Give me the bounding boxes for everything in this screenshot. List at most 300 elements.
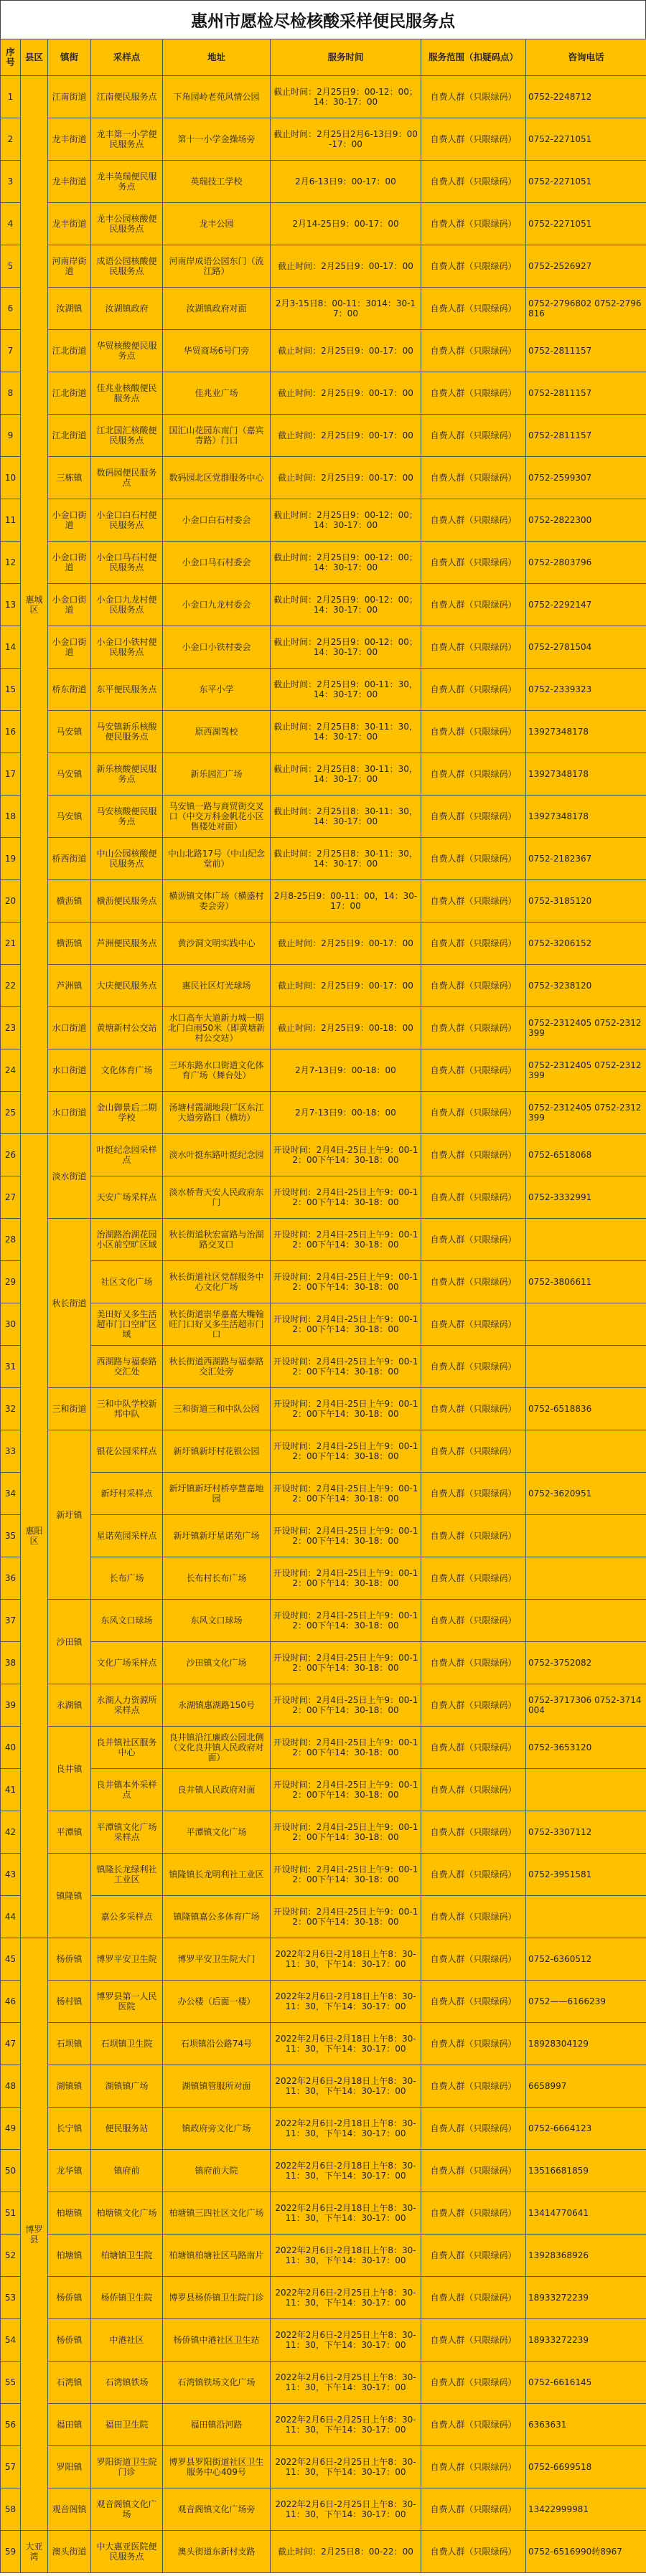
table-row xyxy=(1,1684,646,1727)
time-cell: 截止时间：2月25日9：00-17：00 xyxy=(271,457,421,499)
address-cell: 下角园岭老苑风情公园 xyxy=(163,76,271,118)
scope-cell: 自费人群（只限绿码） xyxy=(421,2150,526,2192)
site-cell: 叶挺纪念园采样点 xyxy=(91,1134,163,1176)
row-number: 8 xyxy=(1,372,21,415)
scope-cell: 自费人群（只限绿码） xyxy=(421,753,526,796)
scope-cell: 自费人群（只限绿码） xyxy=(421,542,526,584)
phone-cell: 0752-2271051 xyxy=(526,118,646,161)
table-row xyxy=(1,118,646,161)
address-cell: 镇隆镇长龙明利社工业区 xyxy=(163,1854,271,1896)
table-row xyxy=(1,499,646,542)
phone-cell xyxy=(526,1769,646,1811)
address-cell: 三环东路水口街道文化体育广场（舞台处） xyxy=(163,1049,271,1092)
site-cell: 中港社区 xyxy=(91,2319,163,2362)
address-cell: 石坝镇沿公路74号 xyxy=(163,2023,271,2065)
address-cell: 河南岸成语公园东门（流江路） xyxy=(163,245,271,288)
phone-cell: 0752-2339323 xyxy=(526,669,646,711)
site-cell: 芦洲便民服务点 xyxy=(91,923,163,965)
phone-cell: 0752-2822300 xyxy=(526,499,646,542)
town-cell: 新圩镇 xyxy=(48,1430,91,1600)
town-cell: 桥东街道 xyxy=(48,669,91,711)
phone-cell: 0752-2796802 0752-2796816 xyxy=(526,288,646,330)
address-cell: 小金口白石村委会 xyxy=(163,499,271,542)
row-number: 18 xyxy=(1,796,21,838)
phone-cell xyxy=(526,1303,646,1346)
phone-cell: 0752-6699518 xyxy=(526,2446,646,2488)
address-cell: 秋长街道秋宏富路与治湖路交叉口 xyxy=(163,1219,271,1261)
site-cell: 小金口小铁村便民服务点 xyxy=(91,626,163,669)
town-cell: 柏塘镇 xyxy=(48,2192,91,2235)
site-cell: 中山公园核酸便民服务点 xyxy=(91,838,163,880)
time-cell: 截止时间：2月25日8：30-11：30，14：30-17：00 xyxy=(271,753,421,796)
time-cell: 开设时间：2月4日-25日上午9：00-12：00下午14：30-18：00 xyxy=(271,1176,421,1219)
time-cell: 开设时间：2月4日-25日上午9：00-12：00下午14：30-18：00 xyxy=(271,1642,421,1684)
row-number: 41 xyxy=(1,1769,21,1811)
phone-cell: 0752-2526927 xyxy=(526,245,646,288)
time-cell: 截止时间：2月25日9：00-12：00；14：30-17：00 xyxy=(271,584,421,626)
phone-cell: 13414770641 xyxy=(526,2192,646,2235)
time-cell: 2月8-25日9：00-11：00，14：30-17：00 xyxy=(271,880,421,923)
row-number: 16 xyxy=(1,711,21,753)
table-row xyxy=(1,1557,646,1600)
scope-cell: 自费人群（只限绿码） xyxy=(421,1896,526,1938)
phone-cell: 0752-2811157 xyxy=(526,372,646,415)
row-number: 42 xyxy=(1,1811,21,1854)
site-cell: 马安核酸便民服务点 xyxy=(91,796,163,838)
town-cell: 河南岸街道 xyxy=(48,245,91,288)
town-cell: 石坝镇 xyxy=(48,2023,91,2065)
phone-cell: 0752-2271051 xyxy=(526,161,646,203)
phone-cell: 18933272239 xyxy=(526,2277,646,2319)
row-number: 43 xyxy=(1,1854,21,1896)
town-cell: 江北街道 xyxy=(48,330,91,372)
town-cell: 江北街道 xyxy=(48,372,91,415)
town-cell: 水口街道 xyxy=(48,1007,91,1049)
table-row xyxy=(1,161,646,203)
row-number: 12 xyxy=(1,542,21,584)
time-cell: 截止时间：2月25日9：00-17：00 xyxy=(271,372,421,415)
address-cell: 镇政府旁文化广场 xyxy=(163,2108,271,2150)
time-cell: 开设时间：2月4日-25日上午9：00-12：00下午14：30-18：00 xyxy=(271,1854,421,1896)
site-cell: 龙丰公园核酸便民服务点 xyxy=(91,203,163,245)
time-cell: 2022年2月6日-2月25日上午8：30-11：30，下午14：30-17：00 xyxy=(271,2446,421,2488)
row-number: 35 xyxy=(1,1515,21,1557)
address-cell: 观音阁镇文化广场旁 xyxy=(163,2488,271,2531)
table-row xyxy=(1,372,646,415)
town-cell: 杨侨镇 xyxy=(48,2319,91,2362)
table-row xyxy=(1,1346,646,1388)
address-cell: 第十一小学金操场旁 xyxy=(163,118,271,161)
address-cell: 良井镇人民政府对面 xyxy=(163,1769,271,1811)
scope-cell: 自费人群（只限绿码） xyxy=(421,880,526,923)
scope-cell: 自费人群（只限绿码） xyxy=(421,2531,526,2573)
scope-cell: 自费人群（只限绿码） xyxy=(421,1854,526,1896)
time-cell: 2022年2月6日-2月25日上午8：30-11：30，下午14：30-17：00 xyxy=(271,2362,421,2404)
time-cell: 2022年2月6日-2月18日上午8：30-11：30，下午14：30-17：00 xyxy=(271,2108,421,2150)
row-number: 40 xyxy=(1,1727,21,1769)
scope-cell: 自费人群（只限绿码） xyxy=(421,584,526,626)
phone-cell: 0752-3332991 xyxy=(526,1176,646,1219)
time-cell: 2022年2月6日-2月18日上午8：30-11：30，下午14：30-17：00 xyxy=(271,2192,421,2235)
time-cell: 截止时间：2月25日8：30-11：30，14：30-17：00 xyxy=(271,796,421,838)
scope-cell: 自费人群（只限绿码） xyxy=(421,1007,526,1049)
phone-cell: 0752-3620951 xyxy=(526,1473,646,1515)
scope-cell: 自费人群（只限绿码） xyxy=(421,118,526,161)
site-cell: 石坝镇卫生院 xyxy=(91,2023,163,2065)
phone-cell: 0752-3185120 xyxy=(526,880,646,923)
site-cell: 金山御景后二期学校 xyxy=(91,1092,163,1134)
row-number: 4 xyxy=(1,203,21,245)
site-cell: 三和中队学校新邦中队 xyxy=(91,1388,163,1430)
site-cell: 罗阳街道卫生院门诊 xyxy=(91,2446,163,2488)
scope-cell: 自费人群（只限绿码） xyxy=(421,1176,526,1219)
phone-cell: 13927348178 xyxy=(526,753,646,796)
row-number: 6 xyxy=(1,288,21,330)
table-row xyxy=(1,965,646,1007)
town-cell: 湖镇镇 xyxy=(48,2065,91,2108)
time-cell: 开设时间：2月4日-25日上午9：00-12：00下午14：30-18：00 xyxy=(271,1303,421,1346)
site-cell: 银花公园采样点 xyxy=(91,1430,163,1473)
row-number: 47 xyxy=(1,2023,21,2065)
table-row xyxy=(1,1176,646,1219)
scope-cell: 自费人群（只限绿码） xyxy=(421,2065,526,2108)
scope-cell: 自费人群（只限绿码） xyxy=(421,1769,526,1811)
address-cell: 石湾镇铁场文化广场 xyxy=(163,2362,271,2404)
phone-cell: 0752-2182367 xyxy=(526,838,646,880)
row-number: 50 xyxy=(1,2150,21,2192)
address-cell: 湖镇镇管服所对面 xyxy=(163,2065,271,2108)
scope-cell: 自费人群（只限绿码） xyxy=(421,457,526,499)
scope-cell: 自费人群（只限绿码） xyxy=(421,1642,526,1684)
row-number: 23 xyxy=(1,1007,21,1049)
phone-cell: 18933272239 xyxy=(526,2319,646,2362)
phone-cell: 0752-2781504 xyxy=(526,626,646,669)
table-row xyxy=(1,76,646,118)
table-row xyxy=(1,2023,646,2065)
table-row xyxy=(1,880,646,923)
phone-cell: 18928304129 xyxy=(526,2023,646,2065)
address-cell: 黄沙洞文明实践中心 xyxy=(163,923,271,965)
address-cell: 小金口马石村委会 xyxy=(163,542,271,584)
town-cell: 沙田镇 xyxy=(48,1600,91,1684)
town-cell: 秋长街道 xyxy=(48,1219,91,1388)
site-cell: 小金口白石村便民服务点 xyxy=(91,499,163,542)
site-cell: 江北国汇核酸便民服务点 xyxy=(91,415,163,457)
row-number: 17 xyxy=(1,753,21,796)
table-row xyxy=(1,2065,646,2108)
scope-cell: 自费人群（只限绿码） xyxy=(421,76,526,118)
phone-cell: 6363631 xyxy=(526,2404,646,2446)
scope-cell: 自费人群（只限绿码） xyxy=(421,203,526,245)
scope-cell: 自费人群（只限绿码） xyxy=(421,2235,526,2277)
table-row xyxy=(1,669,646,711)
row-number: 1 xyxy=(1,76,21,118)
row-number: 36 xyxy=(1,1557,21,1600)
site-cell: 石湾镇铁场 xyxy=(91,2362,163,2404)
table-row xyxy=(1,2235,646,2277)
table-row xyxy=(1,626,646,669)
table-row xyxy=(1,923,646,965)
phone-cell: 0752-2811157 xyxy=(526,415,646,457)
phone-cell: 13927348178 xyxy=(526,796,646,838)
table-row xyxy=(1,1600,646,1642)
table-row xyxy=(1,457,646,499)
row-number: 34 xyxy=(1,1473,21,1515)
scope-cell: 自费人群（只限绿码） xyxy=(421,1049,526,1092)
address-cell: 柏塘镇三四社区文化广场 xyxy=(163,2192,271,2235)
table-row xyxy=(1,2150,646,2192)
row-number: 31 xyxy=(1,1346,21,1388)
phone-cell: 0752-3653120 xyxy=(526,1727,646,1769)
site-cell: 江南便民服务点 xyxy=(91,76,163,118)
row-number: 24 xyxy=(1,1049,21,1092)
town-cell: 龙华镇 xyxy=(48,2150,91,2192)
scope-cell: 自费人群（只限绿码） xyxy=(421,2319,526,2362)
address-cell: 横沥镇文体广场（横盛村委会旁） xyxy=(163,880,271,923)
row-number: 5 xyxy=(1,245,21,288)
address-cell: 东平小学 xyxy=(163,669,271,711)
scope-cell: 自费人群（只限绿码） xyxy=(421,1473,526,1515)
table-row xyxy=(1,1473,646,1515)
town-cell: 柏塘镇 xyxy=(48,2235,91,2277)
row-number: 19 xyxy=(1,838,21,880)
table-row xyxy=(1,288,646,330)
row-number: 13 xyxy=(1,584,21,626)
time-cell: 开设时间：2月4日-25日上午9：00-12：00下午14：30-18：00 xyxy=(271,1388,421,1430)
time-cell: 2022年2月6日-2月25日上午8：30-11：30，下午14：30-17：00 xyxy=(271,2319,421,2362)
town-cell: 龙丰街道 xyxy=(48,203,91,245)
row-number: 25 xyxy=(1,1092,21,1134)
table-row xyxy=(1,1854,646,1896)
site-cell: 平潭镇文化广场采样点 xyxy=(91,1811,163,1854)
table-row xyxy=(1,1430,646,1473)
site-cell: 永湖人力资源所采样点 xyxy=(91,1684,163,1727)
table-row xyxy=(1,1134,646,1176)
table-row xyxy=(1,1092,646,1134)
scope-cell: 自费人群（只限绿码） xyxy=(421,1981,526,2023)
row-number: 11 xyxy=(1,499,21,542)
scope-cell: 自费人群（只限绿码） xyxy=(421,1727,526,1769)
table-row xyxy=(1,838,646,880)
time-cell: 2022年2月6日-2月18日上午8：30-11：30，下午14：30-17：00 xyxy=(271,2023,421,2065)
row-number: 33 xyxy=(1,1430,21,1473)
time-cell: 2022年2月6日-2月25日上午8：30-11：30，下午14：30-17：00 xyxy=(271,2277,421,2319)
site-cell: 湖镇镇广场 xyxy=(91,2065,163,2108)
row-number: 7 xyxy=(1,330,21,372)
row-number: 39 xyxy=(1,1684,21,1727)
time-cell: 截止时间：2月25日8：30-11：30，14：30-17：00 xyxy=(271,711,421,753)
table-row xyxy=(1,2319,646,2362)
row-number: 29 xyxy=(1,1261,21,1303)
time-cell: 截止时间：2月25日2月6-13日9：00-17：00 xyxy=(271,118,421,161)
phone-cell: 0752-6518068 xyxy=(526,1134,646,1176)
address-cell: 马安镇一路与商贸街交叉口（中交万科金帆花小区售楼处对面） xyxy=(163,796,271,838)
time-cell: 2月14-25日9：00-17：00 xyxy=(271,203,421,245)
phone-cell: 0752-2248712 xyxy=(526,76,646,118)
site-cell: 福田卫生院 xyxy=(91,2404,163,2446)
time-cell: 2月6-13日9：00-17：00 xyxy=(271,161,421,203)
town-cell: 良井镇 xyxy=(48,1727,91,1811)
town-cell: 观音阁镇 xyxy=(48,2488,91,2531)
address-cell: 汤塘村霞湖地段厂区东江大道旁路口（横坊） xyxy=(163,1092,271,1134)
table-row xyxy=(1,330,646,372)
scope-cell: 自费人群（只限绿码） xyxy=(421,796,526,838)
time-cell: 开设时间：2月4日-25日上午9：00-12：00下午14：30-18：00 xyxy=(271,1600,421,1642)
scope-cell: 自费人群（只限绿码） xyxy=(421,1134,526,1176)
time-cell: 截止时间：2月25日9：00-18：00 xyxy=(271,1007,421,1049)
row-number: 48 xyxy=(1,2065,21,2108)
address-cell: 澳头街道东新村支路 xyxy=(163,2531,271,2573)
time-cell: 2022年2月6日-2月18日上午8：30-11：30，下午14：30-17：00 xyxy=(271,1938,421,1981)
phone-cell: 0752-2803796 xyxy=(526,542,646,584)
header-town: 镇街 xyxy=(48,39,91,76)
table-row xyxy=(1,203,646,245)
row-number: 14 xyxy=(1,626,21,669)
address-cell: 佳兆业广场 xyxy=(163,372,271,415)
scope-cell: 自费人群（只限绿码） xyxy=(421,1811,526,1854)
time-cell: 截止时间：2月25日9：00-12：00；14：30-17：00 xyxy=(271,499,421,542)
row-number: 51 xyxy=(1,2192,21,2235)
phone-cell: 0752-3717306 0752-3714004 xyxy=(526,1684,646,1727)
site-cell: 新乐核酸便民服务点 xyxy=(91,753,163,796)
town-cell: 三栋镇 xyxy=(48,457,91,499)
phone-cell: 0752-6516990转8967 xyxy=(526,2531,646,2573)
town-cell: 三和街道 xyxy=(48,1388,91,1430)
row-number: 10 xyxy=(1,457,21,499)
table-row xyxy=(1,1938,646,1981)
time-cell: 截止时间：2月25日9：00-17：00 xyxy=(271,330,421,372)
site-cell: 东平便民服务点 xyxy=(91,669,163,711)
phone-cell xyxy=(526,1515,646,1557)
table-header-row xyxy=(1,39,646,76)
row-number: 22 xyxy=(1,965,21,1007)
table-row xyxy=(1,1981,646,2023)
time-cell: 2022年2月6日-2月18日上午8：30-11：30，下午14：30-17：00 xyxy=(271,2235,421,2277)
address-cell: 国汇山花园东南门（嘉宾青路）门口 xyxy=(163,415,271,457)
address-cell: 平潭镇文化广场 xyxy=(163,1811,271,1854)
table-row xyxy=(1,1896,646,1938)
scope-cell: 自费人群（只限绿码） xyxy=(421,2446,526,2488)
row-number: 28 xyxy=(1,1219,21,1261)
scope-cell: 自费人群（只限绿码） xyxy=(421,2404,526,2446)
phone-cell: 13516681859 xyxy=(526,2150,646,2192)
time-cell: 开设时间：2月4日-25日上午9：00-12：00下午14：30-18：00 xyxy=(271,1811,421,1854)
scope-cell: 自费人群（只限绿码） xyxy=(421,1261,526,1303)
scope-cell: 自费人群（只限绿码） xyxy=(421,372,526,415)
phone-cell: 0752-3307112 xyxy=(526,1811,646,1854)
address-cell: 原西湖驾校 xyxy=(163,711,271,753)
scope-cell: 自费人群（只限绿码） xyxy=(421,1684,526,1727)
scope-cell: 自费人群（只限绿码） xyxy=(421,1219,526,1261)
district-cell: 惠阳区 xyxy=(21,1134,48,1938)
address-cell: 沙田镇文化广场 xyxy=(163,1642,271,1684)
time-cell: 2月3-15日8：00-11：3014：30-17：00 xyxy=(271,288,421,330)
address-cell: 水口高车大道新力城一期北门白雨50米（即黄塘新村公交站） xyxy=(163,1007,271,1049)
phone-cell: 0752-3238120 xyxy=(526,965,646,1007)
row-number: 27 xyxy=(1,1176,21,1219)
row-number: 20 xyxy=(1,880,21,923)
address-cell: 新圩镇新圩星诺苑广场 xyxy=(163,1515,271,1557)
time-cell: 开设时间：2月4日-25日上午9：00-12：00下午14：30-18：00 xyxy=(271,1896,421,1938)
site-cell: 小金口九龙村便民服务点 xyxy=(91,584,163,626)
header-time: 服务时间 xyxy=(271,39,421,76)
scope-cell: 自费人群（只限绿码） xyxy=(421,2108,526,2150)
row-number: 49 xyxy=(1,2108,21,2150)
site-cell: 柏塘镇卫生院 xyxy=(91,2235,163,2277)
address-cell: 数码园北区党群服务中心 xyxy=(163,457,271,499)
time-cell: 截止时间：2月25日9：00-17：00 xyxy=(271,415,421,457)
phone-cell: 0752-2312405 0752-2312399 xyxy=(526,1007,646,1049)
row-number: 37 xyxy=(1,1600,21,1642)
address-cell: 办公楼（后面一楼） xyxy=(163,1981,271,2023)
town-cell: 澳头街道 xyxy=(48,2531,91,2573)
town-cell: 小金口街道 xyxy=(48,626,91,669)
site-cell: 数码园便民服务点 xyxy=(91,457,163,499)
row-number: 32 xyxy=(1,1388,21,1430)
header-district: 县区 xyxy=(21,39,48,76)
scope-cell: 自费人群（只限绿码） xyxy=(421,330,526,372)
table-row xyxy=(1,2488,646,2531)
page-title: 惠州市愿检尽检核酸采样便民服务点 xyxy=(0,0,646,39)
time-cell: 2022年2月6日-2月18日上午8：30-11：30，下午14：30-17：00 xyxy=(271,1981,421,2023)
town-cell: 马安镇 xyxy=(48,796,91,838)
address-cell: 龙丰公园 xyxy=(163,203,271,245)
town-cell: 石湾镇 xyxy=(48,2362,91,2404)
phone-cell: 0752-6664123 xyxy=(526,2108,646,2150)
phone-cell xyxy=(526,1346,646,1388)
phone-cell xyxy=(526,1600,646,1642)
scope-cell: 自费人群（只限绿码） xyxy=(421,2023,526,2065)
time-cell: 开设时间：2月4日-25日上午9：00-12：00下午14：30-18：00 xyxy=(271,1261,421,1303)
table-row xyxy=(1,584,646,626)
scope-cell: 自费人群（只限绿码） xyxy=(421,1515,526,1557)
scope-cell: 自费人群（只限绿码） xyxy=(421,1388,526,1430)
site-cell: 汝湖镇政府 xyxy=(91,288,163,330)
row-number: 46 xyxy=(1,1981,21,2023)
site-cell: 佳兆业核酸便民服务点 xyxy=(91,372,163,415)
address-cell: 英瑞技工学校 xyxy=(163,161,271,203)
town-cell: 水口街道 xyxy=(48,1092,91,1134)
table-row xyxy=(1,753,646,796)
time-cell: 截止时间：2月25日9：00-17：00 xyxy=(271,923,421,965)
address-cell: 良井镇沿江廉政公园北侧（文化良井镇人民政府对面） xyxy=(163,1727,271,1769)
site-cell: 文化体育广场 xyxy=(91,1049,163,1092)
town-cell: 龙丰街道 xyxy=(48,118,91,161)
table-row xyxy=(1,245,646,288)
time-cell: 2月7-13日9：00-18：00 xyxy=(271,1092,421,1134)
site-cell: 大庆便民服务点 xyxy=(91,965,163,1007)
address-cell: 汝湖镇政府对面 xyxy=(163,288,271,330)
scope-cell: 自费人群（只限绿码） xyxy=(421,288,526,330)
time-cell: 开设时间：2月4日-25日上午9：00-12：00下午14：30-18：00 xyxy=(271,1473,421,1515)
time-cell: 2022年2月6日-2月18日上午8：30-11：30，下午14：30-17：00 xyxy=(271,2150,421,2192)
phone-cell: 0752-3806611 xyxy=(526,1261,646,1303)
district-cell: 惠城区 xyxy=(21,76,48,1134)
town-cell: 福田镇 xyxy=(48,2404,91,2446)
phone-cell xyxy=(526,1219,646,1261)
phone-cell: 0752-2292147 xyxy=(526,584,646,626)
site-cell: 新圩村采样点 xyxy=(91,1473,163,1515)
table-row xyxy=(1,2404,646,2446)
scope-cell: 自费人群（只限绿码） xyxy=(421,1346,526,1388)
row-number: 45 xyxy=(1,1938,21,1981)
site-cell: 龙丰第一小学便民服务点 xyxy=(91,118,163,161)
town-cell: 杨侨镇 xyxy=(48,1938,91,1981)
table-row xyxy=(1,2192,646,2235)
site-cell: 成语公园核酸便民服务点 xyxy=(91,245,163,288)
phone-cell: 0752-2811157 xyxy=(526,330,646,372)
address-cell: 三和街道三和中队公园 xyxy=(163,1388,271,1430)
